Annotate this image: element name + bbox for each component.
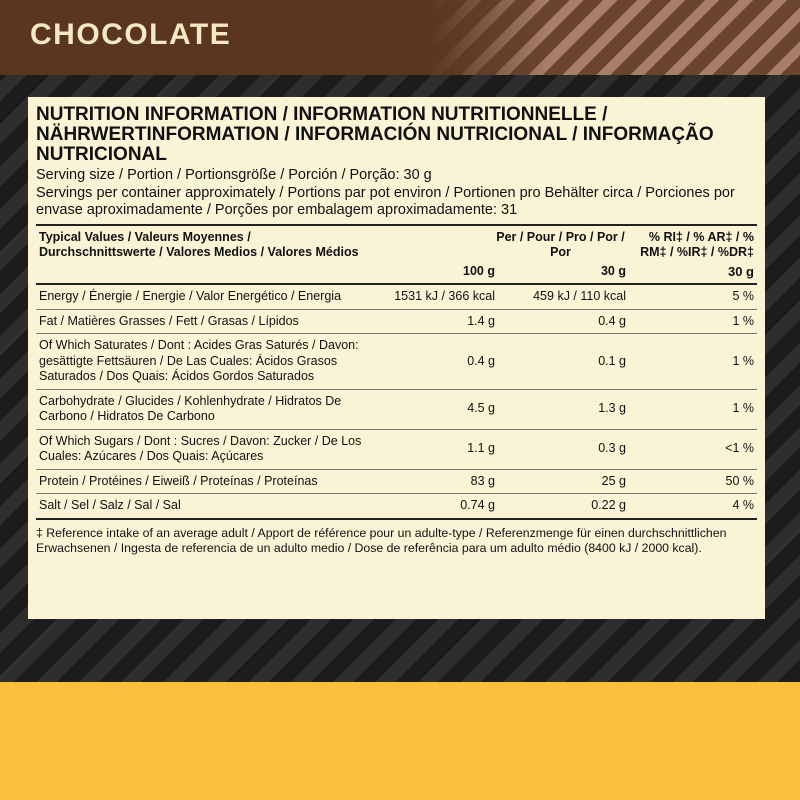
ri-percent: <1 %: [629, 429, 757, 469]
value-per-100g: 4.5 g: [372, 389, 498, 429]
value-per-30g: 0.1 g: [498, 334, 629, 390]
table-header-row: [36, 225, 757, 285]
nutrition-table: [36, 224, 757, 518]
value-per-30g: 459 kJ / 110 kcal: [498, 284, 629, 309]
nutrient-name: Of Which Saturates / Dont : Acides Gras Saturés / Davon: gesättigte Fettsäuren / De Las Cuales: Ácidos Grasos Saturados / Dos Quais: Ácidos Gordos Saturados: [36, 334, 372, 390]
ri-percent: 5 %: [629, 284, 757, 309]
value-per-100g: 1.1 g: [372, 429, 498, 469]
ri-percent: 1 %: [629, 309, 757, 334]
nutrition-panel: [28, 97, 765, 619]
value-per-100g: 83 g: [372, 469, 498, 494]
value-per-100g: 1531 kJ / 366 kcal: [372, 284, 498, 309]
value-per-30g: 25 g: [498, 469, 629, 494]
value-per-30g: 1.3 g: [498, 389, 629, 429]
ri-percent: 1 %: [629, 334, 757, 390]
flavor-title: CHOCOLATE: [30, 18, 232, 51]
table-row: [36, 389, 757, 429]
table-row: [36, 309, 757, 334]
header-ri-cell: [629, 225, 757, 285]
header-per-values: [375, 264, 626, 280]
ri-percent: 4 %: [629, 494, 757, 518]
table-row: [36, 334, 757, 390]
header-per-cell: [372, 225, 629, 285]
ri-percent: 50 %: [629, 469, 757, 494]
table-row: [36, 494, 757, 518]
value-per-30g: 0.22 g: [498, 494, 629, 518]
nutrient-name: Salt / Sel / Salz / Sal / Sal: [36, 494, 372, 518]
nutrient-name: Protein / Protéines / Eiweiß / Proteínas / Proteínas: [36, 469, 372, 494]
nutrient-name: Of Which Sugars / Dont : Sucres / Davon: Zucker / De Los Cuales: Azúcares / Dos Quais: Açúcares: [36, 429, 372, 469]
nutrient-name: Fat / Matières Grasses / Fett / Grasas / Lípidos: [36, 309, 372, 334]
nutrient-name: Carbohydrate / Glucides / Kohlenhydrate / Hidratos De Carbono / Hidratos De Carbono: [36, 389, 372, 429]
yellow-band: [0, 682, 800, 800]
serving-size: Serving size / Portion / Portionsgröße / Porción / Porção: 30 g: [36, 167, 432, 183]
header-typical-values: Typical Values / Valeurs Moyennes / Durchschnittswerte / Valores Medios / Valores Médios: [39, 229, 359, 259]
value-per-30g: 0.4 g: [498, 309, 629, 334]
nutrition-title: NUTRITION INFORMATION / INFORMATION NUTRITIONNELLE / NÄHRWERTINFORMATION / INFORMACIÓN NUTRICIONAL / INFORMAÇÃO NUTRICIONAL: [36, 104, 714, 165]
table-row: [36, 429, 757, 469]
header-ri-30g: 30 g: [727, 263, 754, 279]
header-100g: 100 g: [463, 263, 495, 278]
value-per-100g: 0.4 g: [372, 334, 498, 390]
nutrient-name: Energy / Énergie / Energie / Valor Energético / Energia: [36, 284, 372, 309]
table-body: [36, 284, 757, 518]
value-per-100g: 1.4 g: [372, 309, 498, 334]
stripes-fade: [430, 0, 550, 75]
ri-percent: 1 %: [629, 389, 757, 429]
value-per-30g: 0.3 g: [498, 429, 629, 469]
header-ri: % RI‡ / % AR‡ / % RM‡ / %IR‡ / %DR‡: [640, 229, 754, 259]
table-row: [36, 469, 757, 494]
servings-per-container: Servings per container approximately / Portions par pot environ / Portionen pro Behälter circa / Porciones por envase aproximadamente / Porções por embalagem aproximadamente: 31: [36, 184, 735, 218]
header-per: Per / Pour / Pro / Por / Por: [496, 229, 625, 259]
table-row: [36, 284, 757, 309]
flavor-banner: [0, 0, 800, 75]
footnote: ‡ Reference intake of an average adult / Apport de référence pour un adulte-type / Referenzmenge für einen durchschnittlichen Erwachsenen / Ingesta de referencia de un adulto medio / Dose de referência para um adulto médio (8400 kJ / 2000 kcal).: [36, 518, 757, 557]
header-30g: 30 g: [600, 263, 626, 278]
value-per-100g: 0.74 g: [372, 494, 498, 518]
